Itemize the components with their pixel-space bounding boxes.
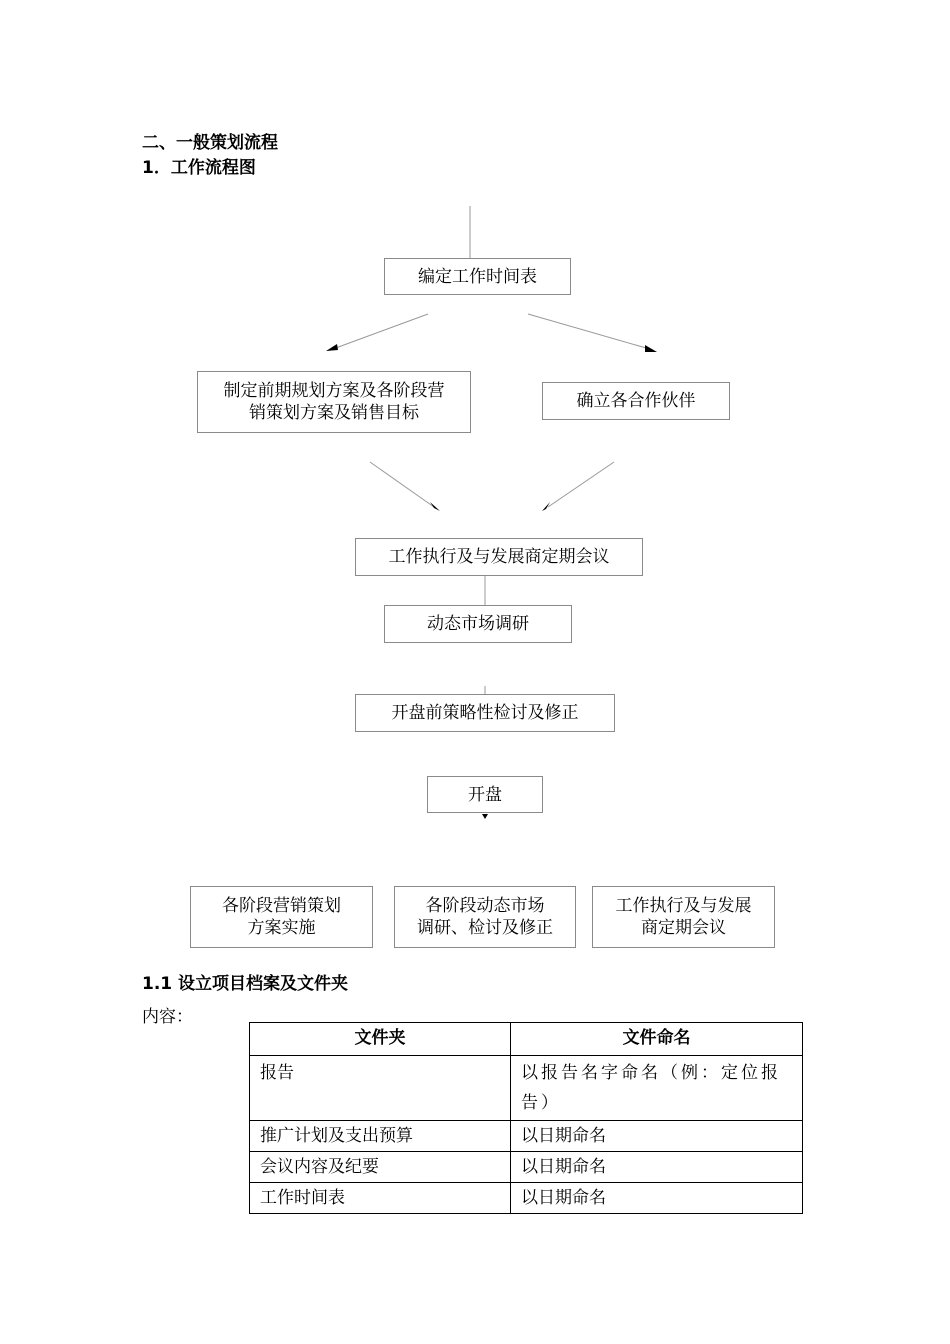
table-row (250, 1183, 803, 1214)
naming-cell: 以日期命名 (511, 1152, 803, 1183)
flow-output-implementation: 各阶段营销策划 方案实施 (190, 886, 373, 948)
naming-cell: 以日期命名 (511, 1121, 803, 1152)
section-title: 二、一般策划流程 (142, 133, 278, 153)
flow-step-schedule: 编定工作时间表 (384, 258, 571, 295)
table-row (250, 1152, 803, 1183)
folder-cell: 工作时间表 (250, 1183, 511, 1214)
table-row (250, 1056, 803, 1121)
flow-step-partners: 确立各合作伙伴 (542, 382, 730, 420)
column-header-naming: 文件命名 (511, 1023, 803, 1056)
flow-output-meetings: 工作执行及与发展 商定期会议 (592, 886, 775, 948)
file-naming-table (249, 1022, 803, 1214)
flow-step-launch: 开盘 (427, 776, 543, 813)
flow-step-meetings: 工作执行及与发展商定期会议 (355, 538, 643, 576)
table-header-row (250, 1023, 803, 1056)
flow-step-market-research: 动态市场调研 (384, 605, 572, 643)
naming-cell: 以报告名字命名（例：定位报告） (511, 1056, 803, 1121)
sub-section-title: 1.1 设立项目档案及文件夹 (142, 974, 349, 994)
table-row (250, 1121, 803, 1152)
flow-step-review: 开盘前策略性检讨及修正 (355, 694, 615, 732)
column-header-folder: 文件夹 (250, 1023, 511, 1056)
flow-step-planning: 制定前期规划方案及各阶段营 销策划方案及销售目标 (197, 371, 471, 433)
folder-cell: 推广计划及支出预算 (250, 1121, 511, 1152)
naming-cell: 以日期命名 (511, 1183, 803, 1214)
flow-output-research-review: 各阶段动态市场 调研、检讨及修正 (394, 886, 576, 948)
folder-cell: 会议内容及纪要 (250, 1152, 511, 1183)
content-label: 内容： (142, 1007, 193, 1027)
folder-cell: 报告 (250, 1056, 511, 1121)
subsection-title: 1．工作流程图 (142, 158, 256, 178)
